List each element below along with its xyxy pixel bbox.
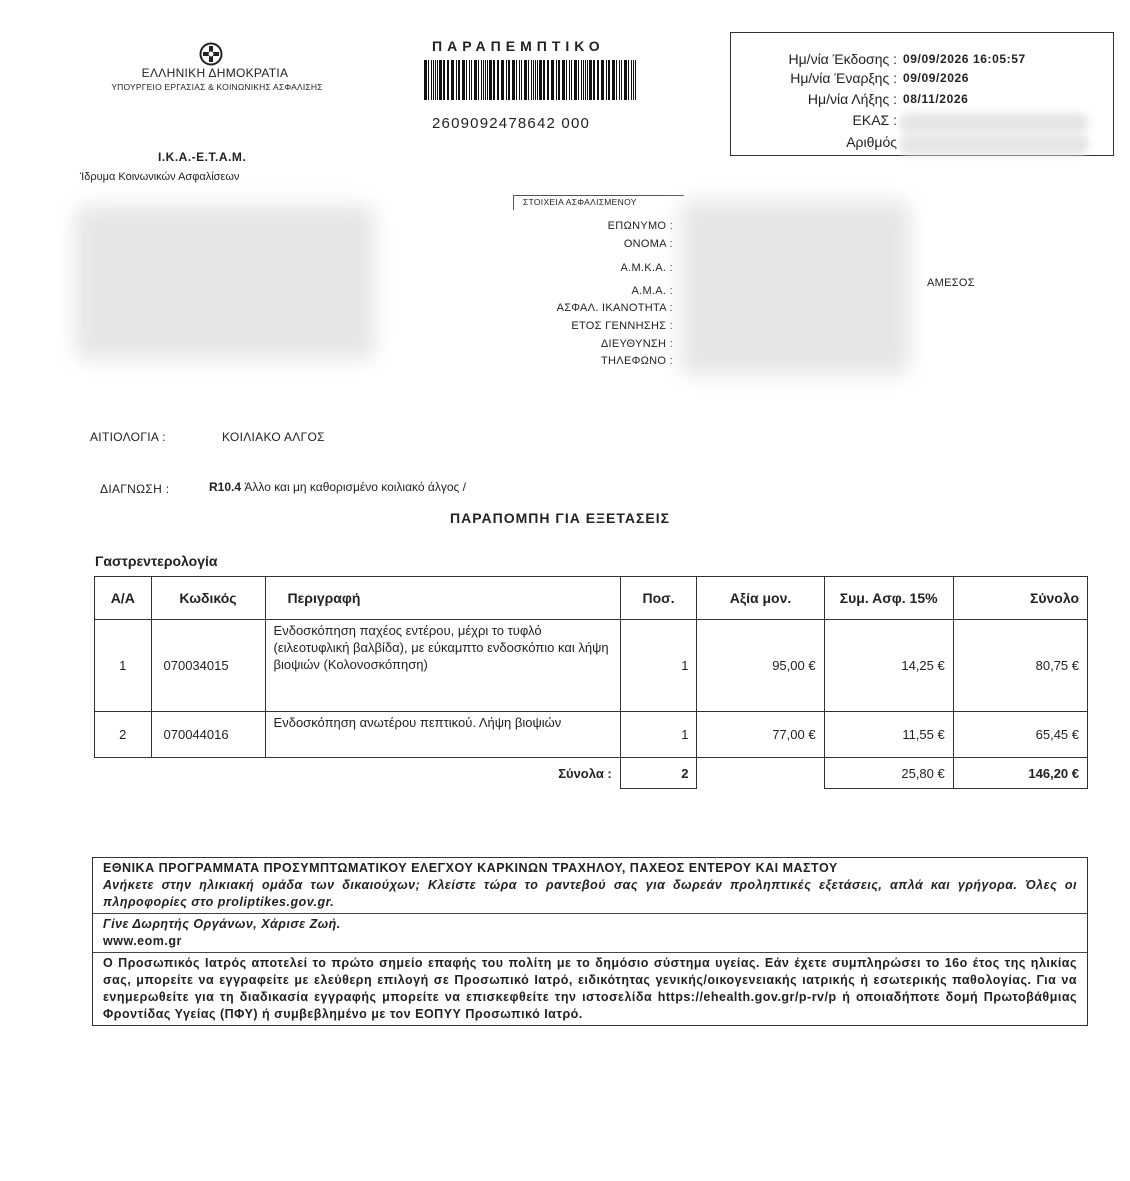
end-date-value: 08/11/2026	[903, 92, 969, 106]
col-header-copay: Συμ. Ασφ. 15%	[824, 577, 953, 620]
redacted-left-block	[75, 205, 375, 360]
row-copay: 14,25 €	[824, 620, 953, 712]
barcode-bar	[551, 60, 554, 100]
row-unit-value: 77,00 €	[697, 712, 824, 758]
barcode-bar	[433, 60, 434, 100]
dates-box	[730, 32, 1114, 156]
barcode-bar	[593, 60, 595, 100]
row-qty: 1	[620, 712, 697, 758]
col-header-qty: Ποσ.	[620, 577, 697, 620]
government-name: ΕΛΛΗΝΙΚΗ ΔΗΜΟΚΡΑΤΙΑ	[141, 66, 289, 80]
screening-title: ΕΘΝΙΚΑ ΠΡΟΓΡΑΜΜΑΤΑ ΠΡΟΣΥΜΠΤΩΜΑΤΙΚΟΥ ΕΛΕΓΧΟΥ ΚΑΡΚΙΝΩΝ ΤΡΑΧΗΛΟΥ, ΠΑΧΕΟΣ ΕΝΤΕΡΟΥ ΚΑΙ ΜΑΣΤΟΥ	[103, 861, 838, 875]
insurance-capacity-label: ΑΣΦΑΛ. ΙΚΑΝΟΤΗΤΑ :	[556, 302, 673, 314]
barcode-bar	[556, 60, 557, 100]
barcode-bar	[483, 60, 484, 100]
barcode-bar	[493, 60, 495, 100]
barcode-bar	[497, 60, 499, 100]
barcode-bar	[474, 60, 477, 100]
row-qty: 1	[620, 620, 697, 712]
col-header-description: Περιγραφή	[265, 577, 620, 620]
barcode-bar	[508, 60, 510, 100]
issue-date-value: 09/09/2026 16:05:57	[903, 52, 1026, 66]
barcode-bar	[521, 60, 522, 100]
barcode-bar	[558, 60, 560, 100]
barcode-bar	[616, 60, 617, 100]
col-header-unit-value: Αξία μον.	[697, 577, 824, 620]
donor-text: Γίνε Δωρητής Οργάνων, Χάρισε Ζωή.	[103, 917, 341, 931]
barcode-bar	[569, 60, 570, 100]
barcode-bar	[524, 60, 527, 100]
barcode-bar	[501, 60, 504, 100]
col-header-code: Κωδικός	[151, 577, 265, 620]
barcode-bar	[631, 60, 632, 100]
screening-text: Ανήκετε στην ηλικιακή ομάδα των δικαιούχων; Κλείστε τώρα το ραντεβού σας για δωρεάν προληπτικές εξετάσεις, απλά και γρήγορα. Όλες οι πληροφορίες στο proliptikes.gov.gr.	[103, 878, 1077, 909]
amka-label: Α.Μ.Κ.Α. :	[620, 262, 673, 274]
organization-name: Ι.Κ.Α.-Ε.Τ.Α.Μ.	[158, 150, 247, 164]
barcode-bar	[485, 60, 486, 100]
specialty-heading: Γαστρεντερολογία	[95, 553, 218, 569]
barcode-bar	[621, 60, 622, 100]
start-date-value: 09/09/2026	[903, 71, 970, 85]
barcode-number: 2609092478642 000	[432, 115, 591, 132]
barcode-bar	[566, 60, 567, 100]
redacted-ekas	[899, 113, 1089, 133]
table-header-row	[95, 577, 1088, 620]
barcode-bar	[535, 60, 536, 100]
notice-box	[92, 857, 1088, 1026]
barcode-bar	[581, 60, 582, 100]
row-code: 070034015	[151, 620, 265, 712]
barcode-bar	[428, 60, 429, 100]
barcode-bar	[469, 60, 470, 100]
barcode-bar	[466, 60, 467, 100]
barcode-bar	[456, 60, 457, 100]
barcode-bar	[539, 60, 542, 100]
number-label: Αριθμός	[846, 134, 897, 150]
barcode-bar	[519, 60, 520, 100]
row-aa: 1	[95, 620, 152, 712]
donor-link[interactable]: www.eom.gr	[103, 934, 182, 948]
barcode-bar	[447, 60, 449, 100]
row-copay: 11,55 €	[824, 712, 953, 758]
barcode-bar	[543, 60, 545, 100]
barcode-bar	[437, 60, 438, 100]
reason-label: ΑΙΤΙΟΛΟΓΙΑ :	[90, 430, 166, 444]
row-description: Ενδοσκόπηση ανωτέρου πεπτικού. Λήψη βιοψιών	[265, 712, 620, 758]
row-aa: 2	[95, 712, 152, 758]
barcode-icon	[424, 60, 638, 100]
barcode-bar	[619, 60, 620, 100]
barcode-bar	[608, 60, 610, 100]
barcode-bar	[574, 60, 577, 100]
row-unit-value: 95,00 €	[697, 620, 824, 712]
barcode-bar	[587, 60, 588, 100]
totals-row	[95, 758, 1088, 789]
start-date-label: Ημ/νία Έναρξης :	[790, 70, 897, 86]
barcode-bar	[601, 60, 604, 100]
birth-year-label: ΕΤΟΣ ΓΕΝΝΗΣΗΣ :	[571, 320, 673, 332]
barcode-bar	[571, 60, 572, 100]
barcode-bar	[443, 60, 445, 100]
diagnosis-value	[209, 480, 466, 494]
organization-subtitle: Ίδρυμα Κοινωνικών Ασφαλίσεων	[80, 171, 240, 183]
row-total: 80,75 €	[953, 620, 1087, 712]
totals-label: Σύνολα :	[558, 765, 612, 781]
insured-status: ΑΜΕΣΟΣ	[927, 277, 975, 289]
barcode-bar	[578, 60, 579, 100]
barcode-bar	[547, 60, 549, 100]
address-label: ΔΙΕΥΘΥΝΣΗ :	[600, 338, 673, 350]
barcode-bar	[462, 60, 465, 100]
screening-notice	[93, 858, 1087, 914]
diagnosis-code: R10.4	[209, 480, 242, 494]
barcode-bar	[537, 60, 538, 100]
col-header-aa: Α/Α	[95, 577, 152, 620]
end-date-label: Ημ/νία Λήξης :	[807, 91, 897, 107]
personal-doctor-notice: Ο Προσωπικός Ιατρός αποτελεί το πρώτο σημείο επαφής του πολίτη με το δημόσιο σύστημα υγείας. Εάν έχετε συμπληρώσει το 16ο έτος της ηλικίας σας, μπορείτε να εγγραφείτε με ελεύθερη επιλογή σε Προσωπικό Ιατρό, ειδικότητας γενικής/οικογενειακής ιατρικής ή εσωτερικής παθολογίας. Για να ενημερωθείτε για τη διαδικασία εγγραφής μπορείτε να επισκεφθείτε την ιστοσελίδα https://ehealth.gov.gr/p-rv/p ή οποιαδήποτε δομή Πρωτοβάθμιας Φροντίδας Υγείας (ΠΦΥ) ή συμβεβλημένο με τον ΕΟΠΥΥ Προσωπικό Ιατρό.	[103, 956, 1077, 1021]
referral-title: ΠΑΡΑΠΟΜΠΗ ΓΙΑ ΕΞΕΤΑΣΕΙΣ	[450, 510, 671, 526]
barcode-bar	[431, 60, 432, 100]
diagnosis-text: Άλλο και μη καθορισμένο κοιλιακό άλγος /	[241, 480, 466, 494]
totals-qty: 2	[620, 758, 697, 789]
barcode-bar	[458, 60, 460, 100]
table-row	[95, 712, 1088, 758]
barcode-bar	[481, 60, 482, 100]
exams-table	[94, 576, 1088, 789]
barcode-bar	[628, 60, 629, 100]
barcode-bar	[606, 60, 607, 100]
barcode-bar	[612, 60, 615, 100]
surname-label: ΕΠΩΝΥΜΟ :	[607, 220, 673, 232]
ekas-label: ΕΚΑΣ :	[852, 112, 897, 128]
barcode-bar	[562, 60, 565, 100]
col-header-total: Σύνολο	[953, 577, 1087, 620]
redacted-number	[899, 133, 1089, 155]
ama-label: Α.Μ.Α. :	[631, 285, 673, 297]
insured-section-title: ΣΤΟΙΧΕΙΑ ΑΣΦΑΛΙΣΜΕΝΟΥ	[523, 197, 637, 207]
donor-notice	[93, 914, 1087, 953]
barcode-bar	[512, 60, 515, 100]
ministry-name: ΥΠΟΥΡΓΕΙΟ ΕΡΓΑΣΙΑΣ & ΚΟΙΝΩΝΙΚΗΣ ΑΣΦΑΛΙΣΗΣ	[111, 82, 323, 92]
barcode-bar	[435, 60, 436, 100]
barcode-bar	[585, 60, 586, 100]
row-code: 070044016	[151, 712, 265, 758]
barcode-bar	[439, 60, 442, 100]
barcode-bar	[583, 60, 584, 100]
greek-emblem-icon	[199, 42, 223, 66]
row-total: 65,45 €	[953, 712, 1087, 758]
barcode-bar	[528, 60, 529, 100]
barcode-bar	[478, 60, 479, 100]
totals-total: 146,20 €	[953, 758, 1087, 789]
barcode-bar	[471, 60, 472, 100]
barcode-bar	[424, 60, 427, 100]
document-type-title: ΠΑΡΑΠΕΜΠΤΙΚΟ	[432, 38, 605, 54]
barcode-bar	[633, 60, 634, 100]
barcode-bar	[516, 60, 517, 100]
barcode-bar	[506, 60, 507, 100]
barcode-bar	[489, 60, 492, 100]
table-row	[95, 620, 1088, 712]
phone-label: ΤΗΛΕΦΩΝΟ :	[601, 355, 673, 367]
barcode-bar	[589, 60, 592, 100]
barcode-bar	[451, 60, 454, 100]
redacted-insured-values	[680, 200, 910, 375]
totals-copay: 25,80 €	[824, 758, 953, 789]
reason-value: ΚΟΙΛΙΑΚΟ ΑΛΓΟΣ	[222, 430, 325, 444]
first-name-label: ΟΝΟΜΑ :	[623, 238, 673, 250]
barcode-bar	[531, 60, 532, 100]
barcode-bar	[624, 60, 627, 100]
row-description: Ενδοσκόπηση παχέος εντέρου, μέχρι το τυφλό (ειλεοτυφλική βαλβίδα), με εύκαμπτο ενδοσκόπιο και λήψη βιοψιών (Κολονοσκόπηση)	[265, 620, 620, 712]
issue-date-label: Ημ/νία Έκδοσης :	[788, 51, 897, 67]
barcode-bar	[533, 60, 534, 100]
barcode-bar	[597, 60, 599, 100]
barcode-bar	[635, 60, 636, 100]
diagnosis-label: ΔΙΑΓΝΩΣΗ :	[100, 482, 170, 496]
barcode-bar	[487, 60, 488, 100]
